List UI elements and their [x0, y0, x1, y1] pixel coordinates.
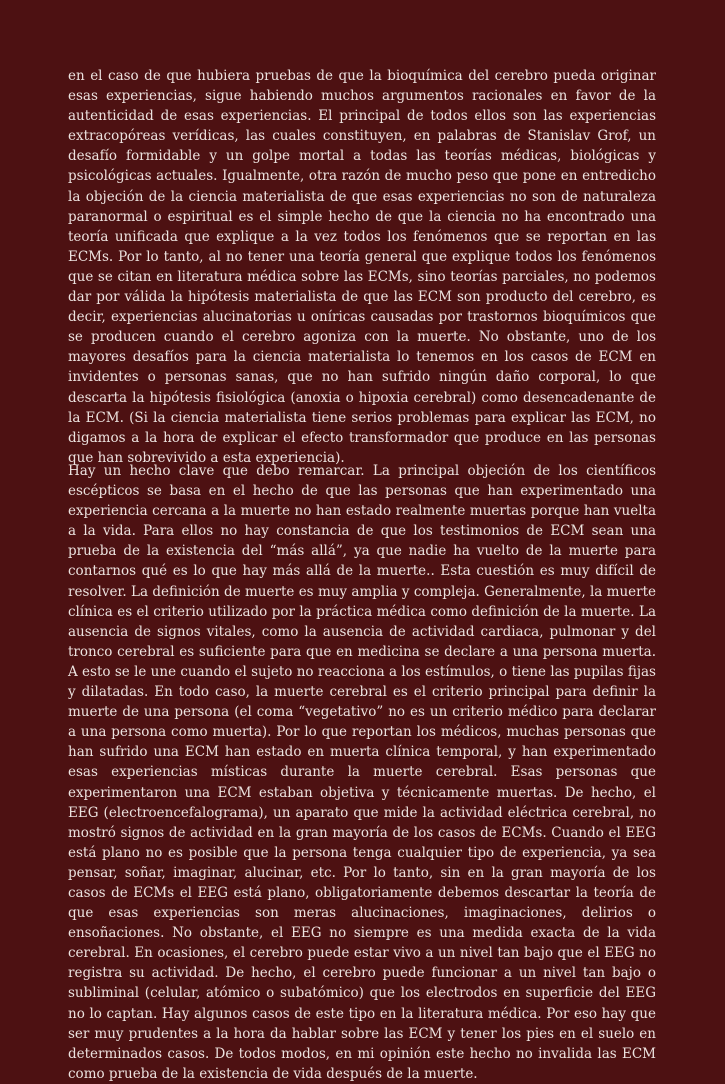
body-paragraph-1: en el caso de que hubiera pruebas de que la bioquímica del cerebro pueda originar esas experiencias, sigue habiendo muchos argumentos racionales en favor de la autenticidad de esas experiencias. El principal de todos ellos son las experiencias extracopóreas verídicas, las cuales constituyen, en palabras de Stanislav Grof, un desafío formidable y un golpe mortal a todas las teorías médicas, biológicas y psicológicas actuales. Igualmente, otra razón de mucho peso que pone en entredicho la objeción de la ciencia materialista de que esas experiencias no son de naturaleza paranormal o espiritual es el simple hecho de que la ciencia no ha encontrado una teoría unificada que explique a la vez todos los fenómenos que se reportan en las ECMs. Por lo tanto, al no tener una teoría general que explique todos los fenómenos que se citan en literatura médica sobre las ECMs, sino teorías parciales, no podemos dar por válida la hipótesis materialista de que las ECM son producto del cerebro, es decir, experiencias alucinatorias u oníricas causadas por trastornos bioquímicos que se producen cuando el cerebro agoniza con la muerte. No obstante, uno de los mayores desafíos para la ciencia materialista lo tenemos en los casos de ECM en invidentes o personas sanas, que no han sufrido ningún daño corporal, lo que descarta la hipótesis fisiológica (anoxia o hipoxia cerebral) como desencadenante de la ECM. (Si la ciencia materialista tiene serios problemas para explicar las ECM, no digamos a la hora de explicar el efecto transformador que produce en las personas que han sobrevivido a esta experiencia).: [68, 68, 656, 466]
body-paragraph-2: Hay un hecho clave que debo remarcar. La principal objeción de los científicos escépticos se basa en el hecho de que las personas que han experimentado una experiencia cercana a la muerte no han estado realmente muertas porque han vuelta a la vida. Para ellos no hay constancia de que los testimonios de ECM sean una prueba de la existencia del “más allá”, ya que nadie ha vuelto de la muerte para contarnos qué es lo que hay más allá de la muerte.. Esta cuestión es muy difícil de resolver. La definición de muerte es muy amplia y compleja. Generalmente, la muerte clínica es el criterio utilizado por la práctica médica como definición de la muerte. La ausencia de signos vitales, como la ausencia de actividad cardiaca, pulmonar y del tronco cerebral es suficiente para que en medicina se declare a una persona muerta. A esto se le une cuando el sujeto no reacciona a los estímulos, o tiene las pupilas fijas y dilatadas. En todo caso, la muerte cerebral es el criterio principal para definir la muerte de una persona (el coma “vegetativo” no es un criterio médico para declarar a una persona como muerta). Por lo que reportan los médicos, muchas personas que han sufrido una ECM han estado en muerta clínica temporal, y han experimentado esas experiencias místicas durante la muerte cerebral. Esas personas que experimentaron una ECM estaban objetiva y técnicamente muertas. De hecho, el EEG (electroencefalograma), un aparato que mide la actividad eléctrica cerebral, no mostró signos de actividad en la gran mayoría de los casos de ECMs. Cuando el EEG está plano no es posible que la persona tenga cualquier tipo de experiencia, ya sea pensar, soñar, imaginar, alucinar, etc. Por lo tanto, sin en la gran mayoría de los casos de ECMs el EEG está plano, obligatoriamente debemos descartar la teoría de que esas experiencias son meras alucinaciones, imaginaciones, delirios o ensoñaciones. No obstante, el EEG no siempre es una medida exacta de la vida cerebral. En ocasiones, el cerebro puede estar vivo a un nivel tan bajo que el EEG no registra su actividad. De hecho, el cerebro puede funcionar a un nivel tan bajo o subliminal (celular, atómico o subatómico) que los electrodos en superficie del EEG no lo captan. Hay algunos casos de este tipo en la literatura médica. Por eso hay que ser muy prudentes a la hora da hablar sobre las ECM y tener los pies en el suelo en determinados casos. De todos modos, en mi opinión este hecho no invalida las ECM como prueba de la existencia de vida después de la muerte.: [68, 463, 656, 1082]
